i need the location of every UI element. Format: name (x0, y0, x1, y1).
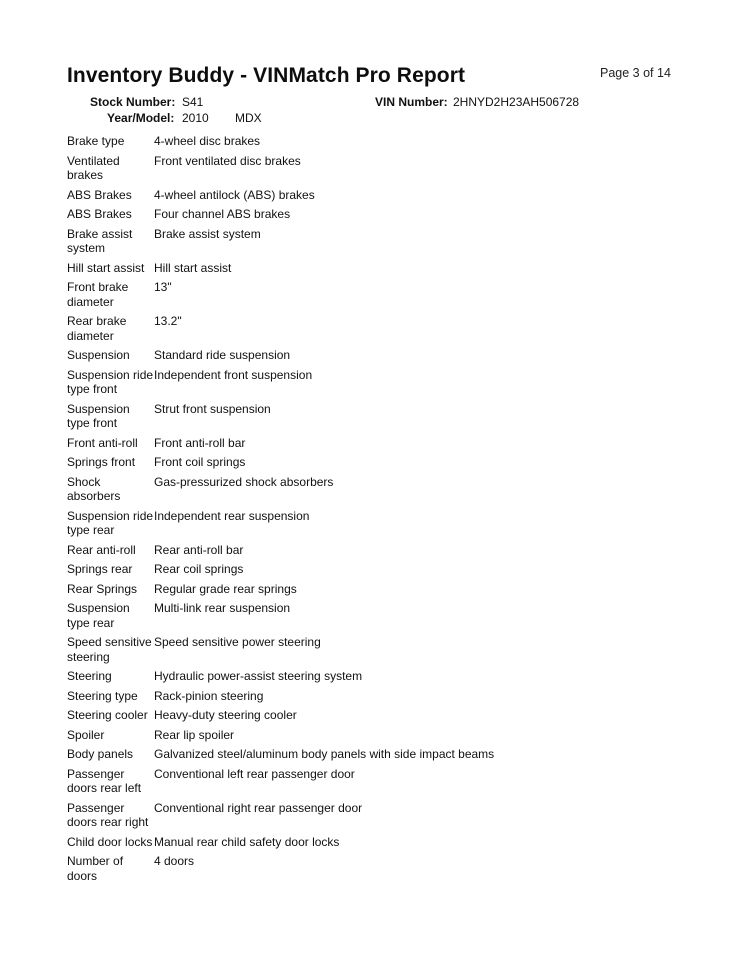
spec-label: Springs front (67, 455, 136, 469)
spec-row (67, 401, 667, 435)
spec-value: 13" (154, 280, 172, 294)
spec-label: Rear Springs (67, 581, 138, 596)
spec-row (67, 133, 667, 153)
spec-value: Rack-pinion steering (154, 688, 264, 703)
spec-value: Front ventilated disc brakes (154, 153, 301, 168)
spec-table (67, 133, 667, 887)
spec-value: Conventional right rear passenger door (154, 800, 363, 815)
spec-row (67, 206, 667, 226)
spec-value: Independent rear suspension (154, 508, 310, 523)
spec-label: Steering type (67, 688, 138, 703)
spec-label: Suspension type rear (67, 601, 130, 630)
spec-value: Four channel ABS brakes (154, 207, 291, 221)
spec-label: Passenger doors rear right (67, 800, 149, 829)
spec-row (67, 727, 667, 747)
stock-number-label: Stock Number: (90, 95, 176, 109)
spec-row (67, 367, 667, 401)
spec-label: Springs rear (67, 562, 133, 576)
spec-label: Suspension ride type front (67, 367, 154, 396)
spec-row (67, 853, 667, 887)
spec-row (67, 474, 667, 508)
spec-label: Hill start assist (67, 260, 145, 275)
spec-label: Suspension type front (67, 401, 130, 430)
spec-label: Shock absorbers (67, 474, 121, 503)
spec-value: Galvanized steel/aluminum body panels with side impact beams (154, 747, 495, 761)
spec-row (67, 707, 667, 727)
spec-row (67, 834, 667, 854)
spec-value: Front coil springs (154, 455, 246, 469)
spec-label: Suspension ride type rear (67, 508, 154, 537)
spec-value: Manual rear child safety door locks (154, 834, 340, 849)
spec-value: Heavy-duty steering cooler (154, 708, 297, 722)
spec-label: ABS Brakes (67, 187, 132, 202)
spec-label: ABS Brakes (67, 207, 132, 221)
spec-value: Hill start assist (154, 260, 232, 275)
spec-row (67, 279, 667, 313)
spec-value: Independent front suspension (154, 367, 313, 382)
spec-value: Hydraulic power-assist steering system (154, 669, 363, 683)
spec-label: Rear brake diameter (67, 314, 127, 343)
spec-row (67, 153, 667, 187)
spec-row (67, 542, 667, 562)
report-title: Inventory Buddy - VINMatch Pro Report (67, 64, 466, 87)
spec-value: Rear lip spoiler (154, 727, 235, 742)
spec-label: Brake type (67, 134, 125, 148)
spec-row (67, 746, 667, 766)
year-model-label: Year/Model: (107, 111, 175, 125)
spec-label: Front anti-roll (67, 435, 138, 450)
spec-row (67, 260, 667, 280)
spec-value: 4-wheel antilock (ABS) brakes (154, 187, 315, 202)
spec-label: Front brake diameter (67, 280, 129, 309)
spec-label: Speed sensitive steering (67, 635, 152, 664)
spec-row (67, 435, 667, 455)
stock-number-value: S41 (182, 95, 204, 109)
spec-value: Rear coil springs (154, 562, 244, 576)
spec-label: Suspension (67, 348, 130, 362)
spec-label: Rear anti-roll (67, 542, 136, 557)
spec-row (67, 668, 667, 688)
spec-value: 4-wheel disc brakes (154, 134, 261, 148)
spec-row (67, 347, 667, 367)
spec-label: Child door locks (67, 834, 153, 849)
spec-row (67, 313, 667, 347)
year-value: 2010 (182, 111, 209, 125)
spec-value: Brake assist system (154, 226, 261, 241)
spec-value: Multi-link rear suspension (154, 601, 291, 615)
spec-value: Regular grade rear springs (154, 581, 297, 596)
spec-label: Steering cooler (67, 708, 148, 722)
spec-value: Standard ride suspension (154, 348, 291, 362)
spec-label: Steering (67, 669, 112, 683)
spec-value: Conventional left rear passenger door (154, 766, 355, 781)
model-value: MDX (235, 111, 262, 125)
spec-row (67, 454, 667, 474)
spec-value: 4 doors (154, 854, 195, 868)
spec-label: Number of doors (67, 854, 124, 883)
spec-label: Ventilated brakes (67, 153, 120, 182)
spec-value: Strut front suspension (154, 401, 271, 416)
spec-row (67, 766, 667, 800)
spec-row (67, 561, 667, 581)
spec-value: Rear anti-roll bar (154, 542, 244, 557)
spec-row (67, 600, 667, 634)
spec-value: Speed sensitive power steering (154, 635, 321, 649)
spec-label: Body panels (67, 747, 134, 761)
spec-label: Spoiler (67, 727, 105, 742)
spec-row (67, 634, 667, 668)
spec-row (67, 800, 667, 834)
spec-row (67, 226, 667, 260)
spec-row (67, 508, 667, 542)
spec-value: Front anti-roll bar (154, 435, 246, 450)
spec-row (67, 187, 667, 207)
spec-row (67, 688, 667, 708)
vin-label: VIN Number: (375, 95, 448, 109)
spec-row (67, 581, 667, 601)
vin-value: 2HNYD2H23AH506728 (453, 95, 580, 109)
spec-label: Brake assist system (67, 226, 133, 255)
page-number: Page 3 of 14 (600, 66, 671, 80)
spec-value: Gas-pressurized shock absorbers (154, 474, 334, 489)
spec-value: 13.2" (154, 314, 182, 328)
spec-label: Passenger doors rear left (67, 766, 142, 795)
